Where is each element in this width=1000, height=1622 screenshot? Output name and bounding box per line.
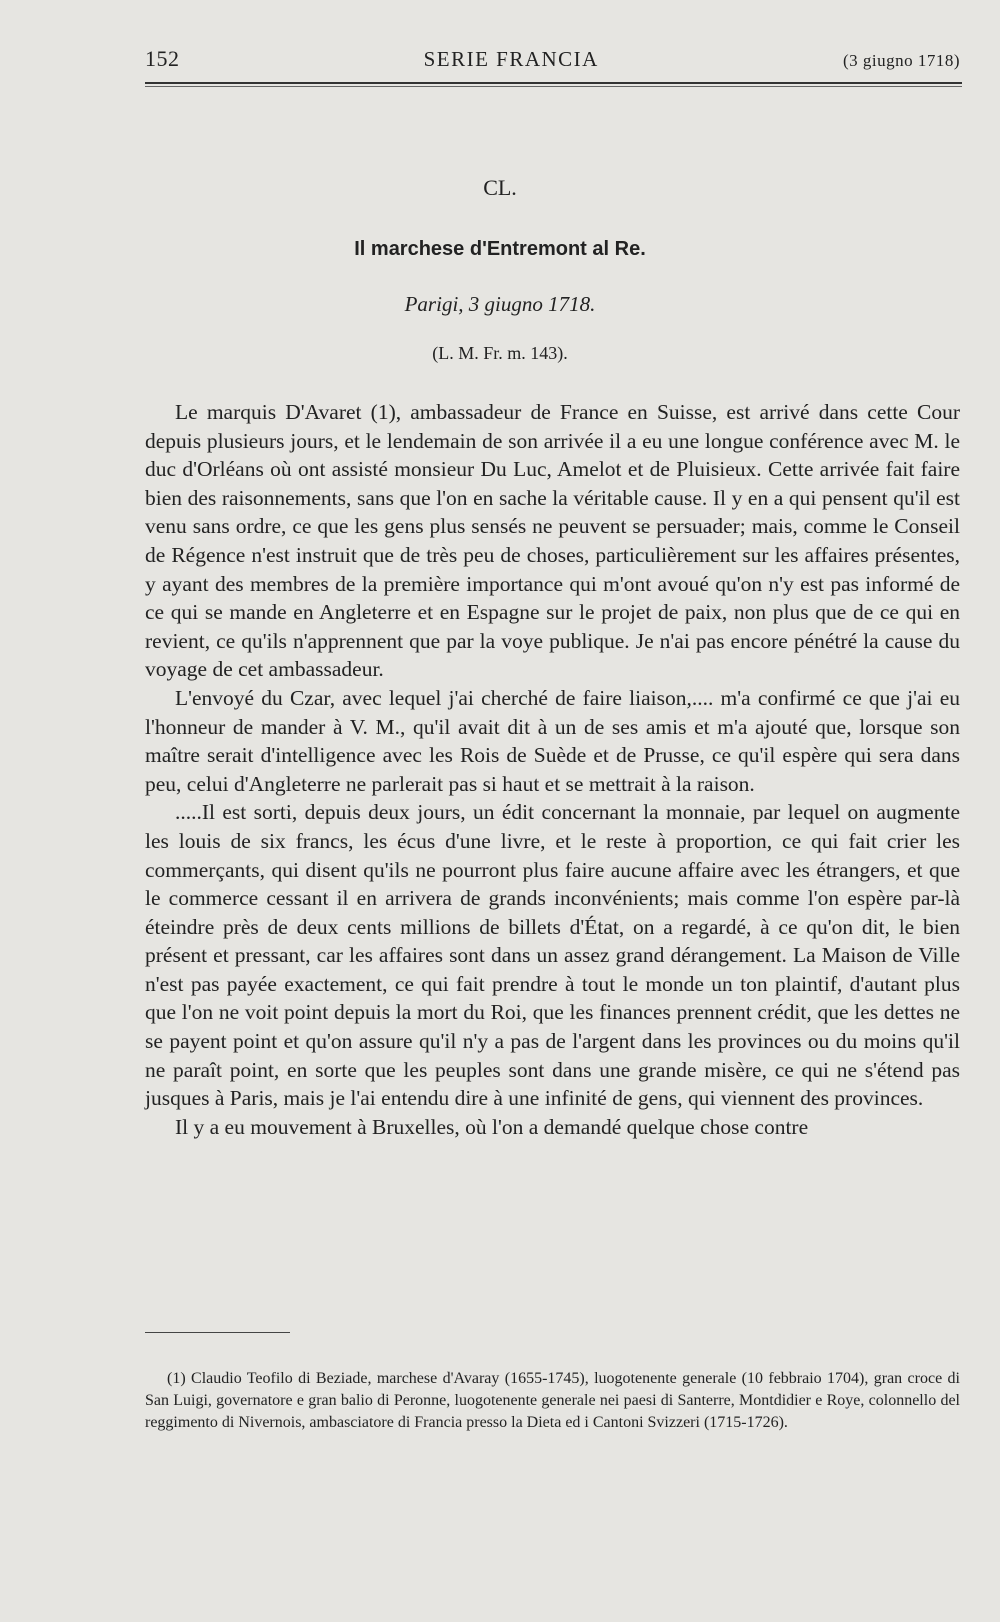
paragraph: Il y a eu mouvement à Bruxelles, où l'on a demandé quelque chose contre: [175, 1114, 809, 1139]
document-place-date: Parigi, 3 giugno 1718.: [404, 292, 596, 316]
paragraph: Le marquis D'Avaret (1), ambassadeur de France en Suisse, est arrivé dans cette Cour depuis plusieurs jours, et le lendemain de son arrivée il a eu une longue conférence avec M. le duc d'Orléans où ont assisté monsieur Du Luc, Amelot et de Pluisieux. Cette arrivée fait faire bien des raisonnements, sans que l'on en sache la véritable cause. Il y en a qui pensent qu'il est venu sans ordre, ce que les gens plus sensés ne peuvent se persuader; mais, comme le Conseil de Régence n'est instruit que de très peu de choses, particulièrement sur les affaires présentes, y ayant des membres de la première importance qui m'ont avoué qu'on n'y est pas informé de ce qui se mande en Angleterre et en Espagne sur le projet de paix, non plus que de ce qui en revient, ce qu'ils n'apprennent que par la voye publique. Je n'ai pas encore pénétré la cause du voyage de cet ambassadeur.: [145, 400, 960, 682]
document-source: (L. M. Fr. m. 143).: [432, 343, 568, 363]
footnote-text: (1) Claudio Teofilo di Beziade, marchese d'Avaray (1655-1745), luogotenente generale (10 febbraio 1704), gran croce di San Luigi, governatore e gran balio di Peronne, luogotenente generale nei paesi di Santerre, Montdidier e Roye, colonnello del reggimento di Nivernois, ambasciatore di Francia presso la Dieta ed i Cantoni Svizzeri (1715-1726).: [145, 1370, 960, 1431]
header-date: (3 giugno 1718): [842, 51, 960, 70]
document-title: Il marchese d'Entremont al Re.: [354, 238, 646, 260]
header-rule-thin: [145, 86, 962, 87]
paragraph: L'envoyé du Czar, avec lequel j'ai cherché de faire liaison,.... m'a confirmé ce que j'ai eu l'honneur de mander à V. M., qu'il avait dit à un de ses amis et m'a ajouté que, lorsque son maître serait d'intelligence avec les Rois de Suède et de Prusse, ce qu'il espère qui sera dans peu, celui d'Angleterre ne parlerait pas si haut et se mettrait à la raison.: [145, 685, 960, 796]
document-number: CL.: [483, 175, 517, 200]
header-rule: [145, 82, 962, 84]
paragraph: .....Il est sorti, depuis deux jours, un édit concernant la monnaie, par lequel on augmente les louis de six francs, les écus d'une livre, et le reste à proportion, ce qui fait crier les commerçants, qui disent qu'ils ne pourront plus faire aucune affaire avec les étrangers, et que le commerce cessant il en arrivera de grands inconvénients; mais comme l'on espère par-là éteindre près de deux cents millions de billets d'État, on a regardé, à ce qu'on dit, le bien présent et pressant, car les affaires sont dans un assez grand dérangement. La Maison de Ville n'est pas payée exactement, ce qui fait prendre à tout le monde un ton plaintif, d'autant plus que l'on ne voit point depuis la mort du Roi, que les finances prennent crédit, que les dettes ne se payent point et qu'on assure qu'il n'y a pas de l'argent dans les provinces ou du moins qu'il ne paraît point, en sorte que les peuples sont dans une grande misère, ce qui ne s'étend pas jusques à Paris, mais je l'ai entendu dire à une infinité de gens, qui viennent des provinces.: [145, 800, 960, 1111]
series-title: SERIE FRANCIA: [423, 47, 599, 71]
footnote-rule: [145, 1332, 290, 1333]
letter-body: [145, 398, 960, 1141]
footnote: [145, 1368, 960, 1434]
page-number: 152: [145, 46, 180, 71]
running-header: [145, 46, 960, 78]
